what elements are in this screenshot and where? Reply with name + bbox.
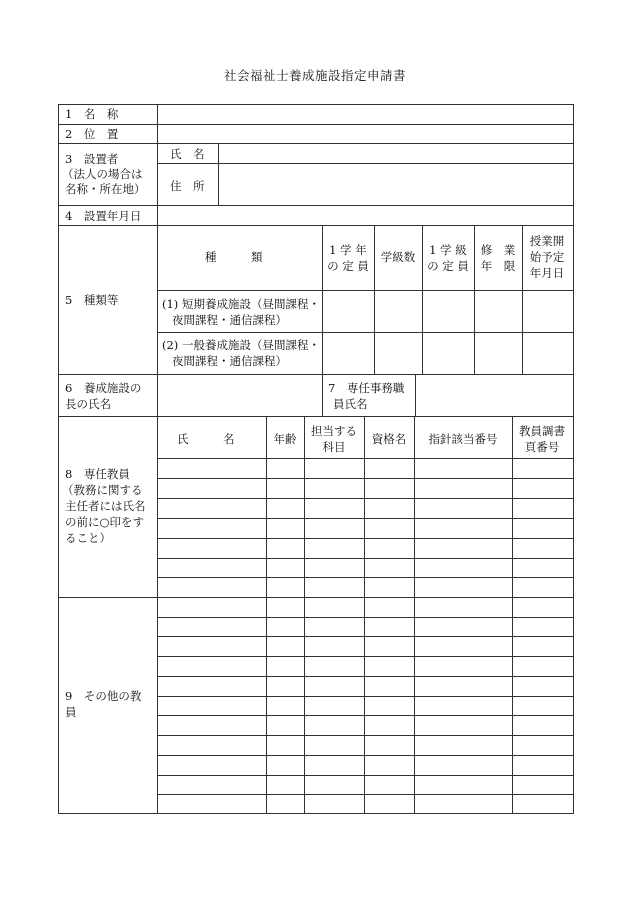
label-teachers-3: 主任者には氏名: [65, 499, 146, 513]
grid-line: [157, 104, 158, 814]
grid-line: [415, 374, 416, 417]
grid-line: [157, 478, 574, 479]
type-short-2: 夜間課程・通信課程）: [172, 313, 287, 327]
header-capacity-1: 1 学 年: [329, 243, 367, 257]
grid-line: [218, 143, 219, 206]
grid-line: [58, 205, 574, 206]
type-general-1: (2) 一般養成施設（昼間課程・: [162, 338, 320, 352]
grid-line: [58, 597, 574, 598]
grid-line: [58, 104, 574, 105]
label-others-2: 員: [65, 705, 77, 719]
header-record-1: 教員調書: [519, 424, 565, 438]
label-clerk: 7 専任事務職: [328, 381, 405, 395]
grid-line: [157, 775, 574, 776]
header-class-capacity-1: 1 学 級: [429, 243, 467, 257]
header-capacity-2: の 定 員: [327, 259, 369, 273]
label-head: 6 養成施設の: [65, 381, 142, 395]
label-teachers-5: ること）: [65, 531, 111, 545]
grid-line: [157, 656, 574, 657]
header-age: 年齢: [273, 432, 297, 446]
grid-line: [157, 794, 574, 795]
grid-line: [157, 332, 574, 333]
header-term-2: 年 限: [480, 259, 516, 273]
header-teacher-name: 氏 名: [177, 432, 235, 446]
grid-line: [374, 225, 375, 375]
grid-line: [157, 163, 574, 164]
header-start-3: 年月日: [529, 266, 565, 280]
header-start-2: 始予定: [529, 250, 565, 264]
grid-line: [157, 558, 574, 559]
header-record-2: 頁番号: [524, 440, 560, 454]
type-general-2: 夜間課程・通信課程）: [172, 354, 287, 368]
header-qualification: 資格名: [371, 432, 407, 446]
page-title: 社会福祉士養成施設指定申請書: [223, 68, 406, 83]
label-founder: 3 設置者: [65, 152, 119, 166]
grid-line: [322, 374, 323, 417]
grid-line: [157, 290, 574, 291]
label-teachers: 8 専任教員: [65, 467, 130, 481]
header-start-1: 授業開: [529, 234, 565, 248]
label-name: 1 名 称: [65, 107, 119, 121]
label-location: 2 位 置: [65, 127, 119, 141]
header-class-capacity-2: の 定 員: [427, 259, 469, 273]
header-subject-1: 担当する: [311, 424, 357, 438]
grid-line: [157, 715, 574, 716]
grid-line: [157, 755, 574, 756]
grid-line: [58, 374, 574, 375]
label-types: 5 種類等: [65, 293, 119, 307]
header-guideline: 指針該当番号: [428, 432, 498, 446]
grid-line: [157, 577, 574, 578]
header-term-1: 修 業: [480, 243, 516, 257]
grid-line: [157, 498, 574, 499]
grid-line: [58, 225, 574, 226]
header-classes: 学級数: [380, 250, 416, 264]
grid-line: [157, 538, 574, 539]
label-founder-address: 住 所: [170, 179, 205, 193]
type-short-1: (1) 短期養成施設（昼間課程・: [162, 297, 320, 311]
grid-line: [157, 458, 574, 459]
grid-line: [157, 735, 574, 736]
grid-line: [157, 696, 574, 697]
grid-line: [58, 124, 574, 125]
grid-line: [58, 104, 59, 814]
grid-line: [58, 143, 574, 144]
grid-line: [157, 636, 574, 637]
label-established: 4 設置年月日: [65, 209, 142, 223]
grid-line: [157, 676, 574, 677]
label-others: 9 その他の教: [65, 689, 142, 703]
grid-line: [573, 104, 574, 814]
label-teachers-4: の前に○印をす: [65, 515, 145, 529]
label-head-2: 長の氏名: [65, 397, 111, 411]
label-founder-note2: 名称・所在地）: [65, 182, 146, 196]
label-founder-note1: （法人の場合は: [62, 167, 143, 181]
grid-line: [58, 813, 574, 814]
grid-line: [157, 617, 574, 618]
label-founder-name: 氏 名: [170, 147, 205, 161]
header-subject-2: 科目: [322, 440, 346, 454]
grid-line: [58, 416, 574, 417]
header-kind: 種 類: [205, 250, 263, 264]
label-teachers-2: （教務に関する: [62, 483, 143, 497]
label-clerk-2: 員氏名: [333, 397, 368, 411]
grid-line: [157, 518, 574, 519]
